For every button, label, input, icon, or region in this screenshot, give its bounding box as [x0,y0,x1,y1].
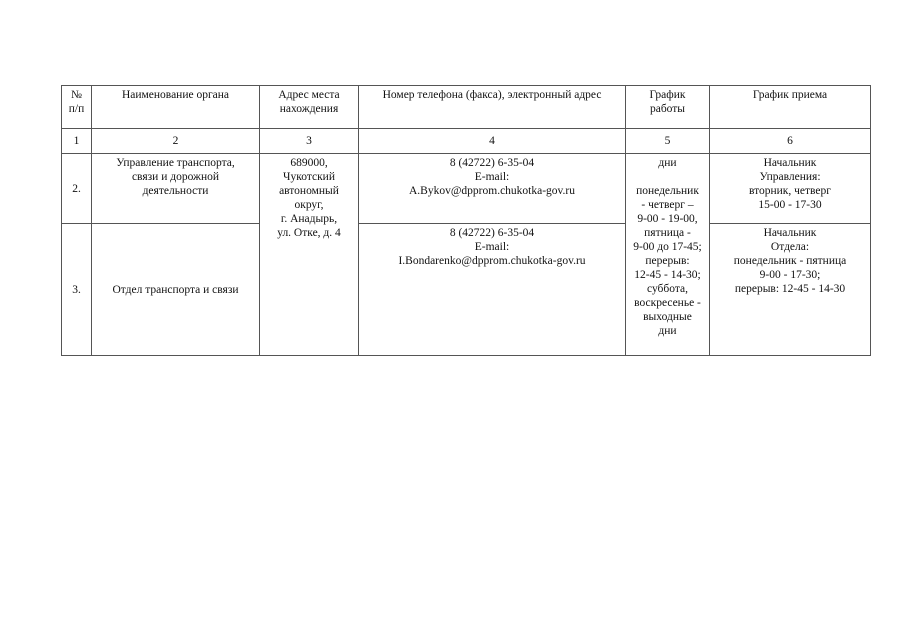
reception-cell [710,154,871,224]
reception-line: Управления: [759,171,821,183]
address-line: автономный [279,185,339,197]
organ-name [92,154,260,224]
reception-line: Отдела: [770,241,810,253]
reception-line: понедельник - пятница [733,255,847,267]
email-link[interactable]: A.Bykov@dpprom.chukotka-gov.ru [408,185,576,197]
reception-line: 15-00 - 17-30 [758,199,822,211]
schedule-line: - четверг – [641,199,694,211]
schedule-line: дни [658,325,677,337]
row-number: 3. [62,224,92,356]
header-work-line2: работы [649,103,686,115]
address-line: Чукотский [283,171,335,183]
schedule-line: пятница - [644,227,691,239]
schedule-line: 9-00 - 19-00, [637,213,698,225]
header-address-line2: нахождения [279,103,339,115]
address-line: ул. Отке, д. 4 [277,227,341,239]
header-organ-text: Наименование органа [121,89,230,101]
organ-name [92,224,260,356]
reception-line: перерыв: 12-45 - 14-30 [734,283,846,295]
header-cell-work-schedule [626,86,710,129]
header-number-line1: № [71,89,82,101]
column-number: 3 [260,129,359,154]
contacts-cell [359,154,626,224]
schedule-line: перерыв: [645,255,690,267]
address-line: округ, [294,199,324,211]
row-number: 2. [62,154,92,224]
header-cell-contacts [359,86,626,129]
address-cell [260,154,359,356]
reception-cell [710,224,871,356]
schedule-line: 9-00 до 17-45; [633,241,702,253]
column-numbers-row [62,129,871,154]
header-contacts-text: Номер телефона (факса), электронный адрес [382,89,602,101]
address-line: г. Анадырь, [280,213,338,225]
email-label: E-mail: [474,241,510,253]
schedule-line: выходные [643,311,692,323]
schedule-line: понедельник [636,185,699,197]
table-row [62,224,871,356]
schedule-line: суббота, [647,283,688,295]
reception-line: Начальник [763,157,817,169]
work-schedule-cell [626,154,710,356]
organ-name-line: Отдел транспорта и связи [112,283,239,296]
header-reception-text: График приема [752,89,828,101]
column-number: 4 [359,129,626,154]
table-header-row [62,86,871,129]
header-cell-address [260,86,359,129]
reception-line: вторник, четверг [748,185,831,197]
schedule-line: воскресенье - [634,297,701,309]
reception-line: 9-00 - 17-30; [759,269,821,281]
column-number: 6 [710,129,871,154]
header-work-line1: График [649,89,686,101]
column-number: 5 [626,129,710,154]
contacts-cell [359,224,626,356]
column-number: 2 [92,129,260,154]
header-address-line1: Адрес места [278,89,340,101]
column-number: 1 [62,129,92,154]
header-number-line2: п/п [68,103,85,115]
organ-name-line: Управление транспорта, [116,157,235,169]
header-cell-organ [92,86,260,129]
phone-number: 8 (42722) 6-35-04 [449,157,535,169]
email-label: E-mail: [474,171,510,183]
reception-line: Начальник [763,227,817,239]
header-cell-number [62,86,92,129]
address-line: 689000, [290,157,328,169]
organ-name-line: деятельности [142,185,209,197]
email-link[interactable]: I.Bondarenko@dpprom.chukotka-gov.ru [398,255,586,267]
organ-name-line: связи и дорожной [131,171,220,183]
schedule-line: 12-45 - 14-30; [634,269,701,281]
contacts-table [61,85,871,356]
header-cell-reception [710,86,871,129]
table-row [62,154,871,224]
schedule-line: дни [658,157,677,169]
phone-number: 8 (42722) 6-35-04 [449,227,535,239]
schedule-line [629,170,706,184]
